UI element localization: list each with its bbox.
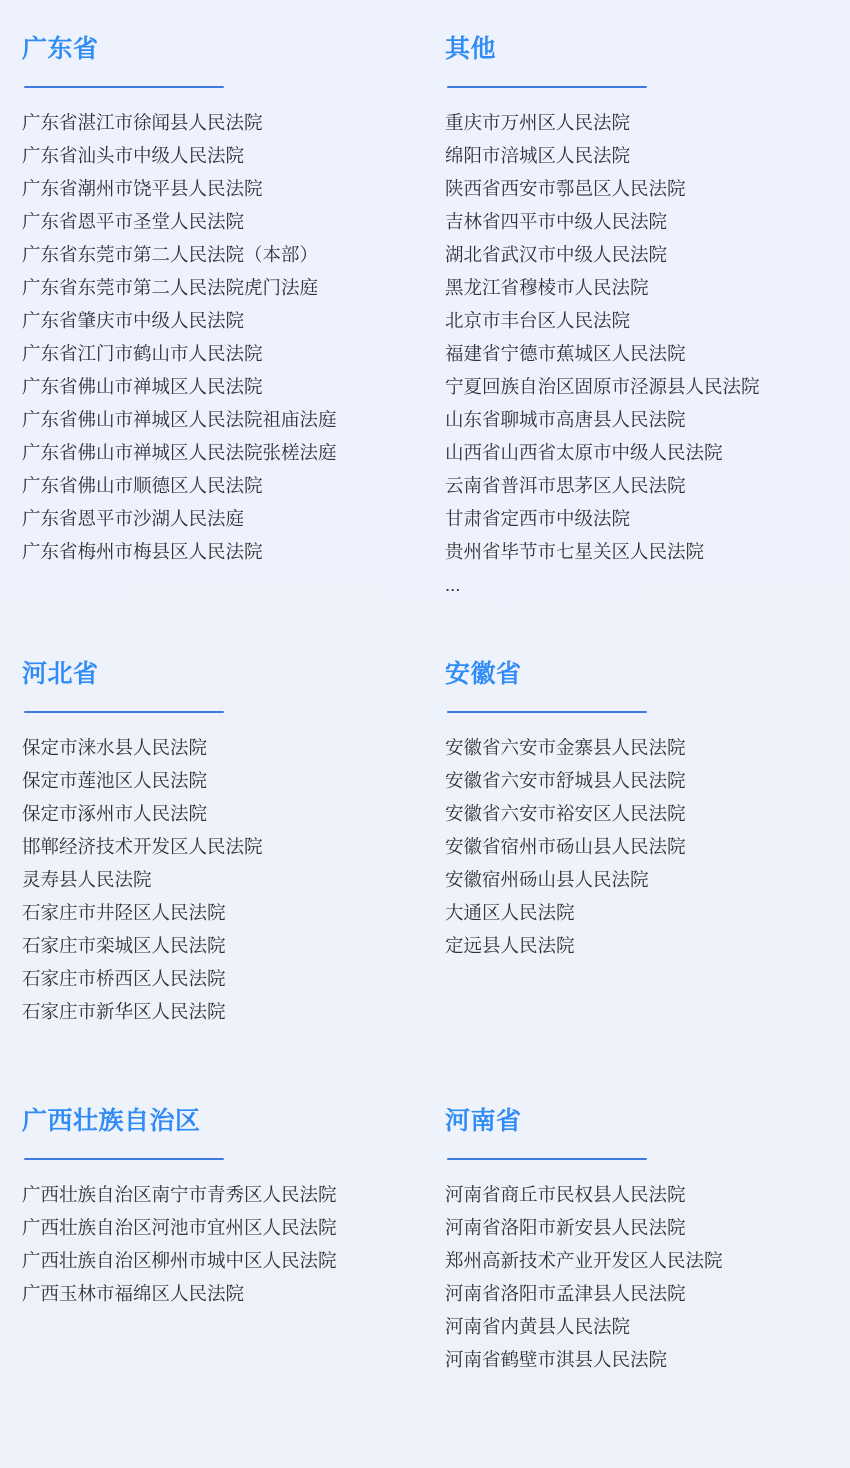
list-item[interactable]: 安徽省宿州市砀山县人民法院 <box>445 836 686 857</box>
court-list <box>445 1178 832 1376</box>
list-item[interactable]: 广西壮族自治区河池市宜州区人民法院 <box>22 1217 337 1238</box>
list-item-ellipsis: ... <box>445 574 461 595</box>
list-item[interactable]: 石家庄市栾城区人民法院 <box>22 935 226 956</box>
list-item[interactable]: 北京市丰台区人民法院 <box>445 310 631 331</box>
court-list <box>22 1178 407 1310</box>
court-list <box>445 731 832 962</box>
list-item[interactable]: 广东省湛江市徐闻县人民法院 <box>22 112 263 133</box>
row-spacer <box>0 1028 850 1090</box>
section-title: 广东省 <box>22 35 99 63</box>
list-item[interactable]: 湖北省武汉市中级人民法院 <box>445 244 668 265</box>
list-item[interactable]: 广东省潮州市饶平县人民法院 <box>22 178 263 199</box>
list-item[interactable]: 宁夏回族自治区固原市泾源县人民法院 <box>445 376 760 397</box>
list-item[interactable]: 石家庄市新华区人民法院 <box>22 1001 226 1022</box>
list-item[interactable]: 广东省恩平市沙湖人民法庭 <box>22 508 245 529</box>
list-item[interactable]: 安徽省六安市舒城县人民法院 <box>445 770 686 791</box>
list-item[interactable]: 广东省佛山市禅城区人民法院张槎法庭 <box>22 442 337 463</box>
list-item[interactable]: 广西壮族自治区柳州市城中区人民法院 <box>22 1250 337 1271</box>
list-item[interactable]: 广东省梅州市梅县区人民法院 <box>22 541 263 562</box>
list-item[interactable]: 重庆市万州区人民法院 <box>445 112 631 133</box>
section-henan <box>425 1090 850 1376</box>
list-item[interactable]: 大通区人民法院 <box>445 902 575 923</box>
list-item[interactable]: 石家庄市桥西区人民法院 <box>22 968 226 989</box>
list-item[interactable]: 安徽省六安市裕安区人民法院 <box>445 803 686 824</box>
list-item[interactable]: 陕西省西安市鄠邑区人民法院 <box>445 178 686 199</box>
row-spacer <box>0 601 850 643</box>
list-item[interactable]: 绵阳市涪城区人民法院 <box>445 145 631 166</box>
list-item[interactable]: 河南省洛阳市新安县人民法院 <box>445 1217 686 1238</box>
list-item[interactable]: 山西省山西省太原市中级人民法院 <box>445 442 723 463</box>
court-sections-grid <box>0 18 850 1376</box>
title-divider <box>447 1158 647 1160</box>
court-list <box>22 731 407 1028</box>
title-divider <box>447 86 647 88</box>
section-title: 河北省 <box>22 660 99 688</box>
list-item[interactable]: 广西玉林市福绵区人民法院 <box>22 1283 245 1304</box>
section-guangxi <box>0 1090 425 1376</box>
list-item[interactable]: 广东省汕头市中级人民法院 <box>22 145 245 166</box>
list-item[interactable]: 保定市涿州市人民法院 <box>22 803 208 824</box>
list-item[interactable]: 邯郸经济技术开发区人民法院 <box>22 836 263 857</box>
list-item[interactable]: 吉林省四平市中级人民法院 <box>445 211 668 232</box>
section-other <box>425 18 850 601</box>
list-item[interactable]: 广东省东莞市第二人民法院（本部） <box>22 244 319 265</box>
list-item[interactable]: 灵寿县人民法院 <box>22 869 152 890</box>
list-item[interactable]: 广东省江门市鹤山市人民法院 <box>22 343 263 364</box>
list-item[interactable]: 广东省肇庆市中级人民法院 <box>22 310 245 331</box>
section-guangdong <box>0 18 425 601</box>
section-hebei <box>0 643 425 1028</box>
list-item[interactable]: 河南省内黄县人民法院 <box>445 1316 631 1337</box>
list-item[interactable]: 安徽宿州砀山县人民法院 <box>445 869 649 890</box>
court-list <box>445 106 832 601</box>
list-item[interactable]: 甘肃省定西市中级法院 <box>445 508 631 529</box>
list-item[interactable]: 贵州省毕节市七星关区人民法院 <box>445 541 705 562</box>
list-item[interactable]: 河南省商丘市民权县人民法院 <box>445 1184 686 1205</box>
list-item[interactable]: 定远县人民法院 <box>445 935 575 956</box>
list-item[interactable]: 保定市莲池区人民法院 <box>22 770 208 791</box>
list-item[interactable]: 广东省佛山市顺德区人民法院 <box>22 475 263 496</box>
title-divider <box>24 1158 224 1160</box>
section-title: 安徽省 <box>445 660 522 688</box>
section-anhui <box>425 643 850 1028</box>
list-item[interactable]: 福建省宁德市蕉城区人民法院 <box>445 343 686 364</box>
list-item[interactable]: 山东省聊城市高唐县人民法院 <box>445 409 686 430</box>
list-item[interactable]: 保定市涞水县人民法院 <box>22 737 208 758</box>
section-title: 其他 <box>445 35 497 63</box>
list-item[interactable]: 黑龙江省穆棱市人民法院 <box>445 277 649 298</box>
list-item[interactable]: 云南省普洱市思茅区人民法院 <box>445 475 686 496</box>
title-divider <box>24 711 224 713</box>
list-item[interactable]: 安徽省六安市金寨县人民法院 <box>445 737 686 758</box>
list-item[interactable]: 广西壮族自治区南宁市青秀区人民法院 <box>22 1184 337 1205</box>
list-item[interactable]: 广东省恩平市圣堂人民法院 <box>22 211 245 232</box>
list-item[interactable]: 广东省佛山市禅城区人民法院祖庙法庭 <box>22 409 337 430</box>
court-list <box>22 106 407 568</box>
title-divider <box>24 86 224 88</box>
list-item[interactable]: 广东省佛山市禅城区人民法院 <box>22 376 263 397</box>
section-title: 河南省 <box>445 1107 522 1135</box>
list-item[interactable]: 广东省东莞市第二人民法院虎门法庭 <box>22 277 319 298</box>
list-item[interactable]: 河南省鹤壁市淇县人民法院 <box>445 1349 668 1370</box>
title-divider <box>447 711 647 713</box>
section-title: 广西壮族自治区 <box>22 1107 201 1135</box>
list-item[interactable]: 石家庄市井陉区人民法院 <box>22 902 226 923</box>
list-item[interactable]: 郑州高新技术产业开发区人民法院 <box>445 1250 723 1271</box>
list-item[interactable]: 河南省洛阳市孟津县人民法院 <box>445 1283 686 1304</box>
